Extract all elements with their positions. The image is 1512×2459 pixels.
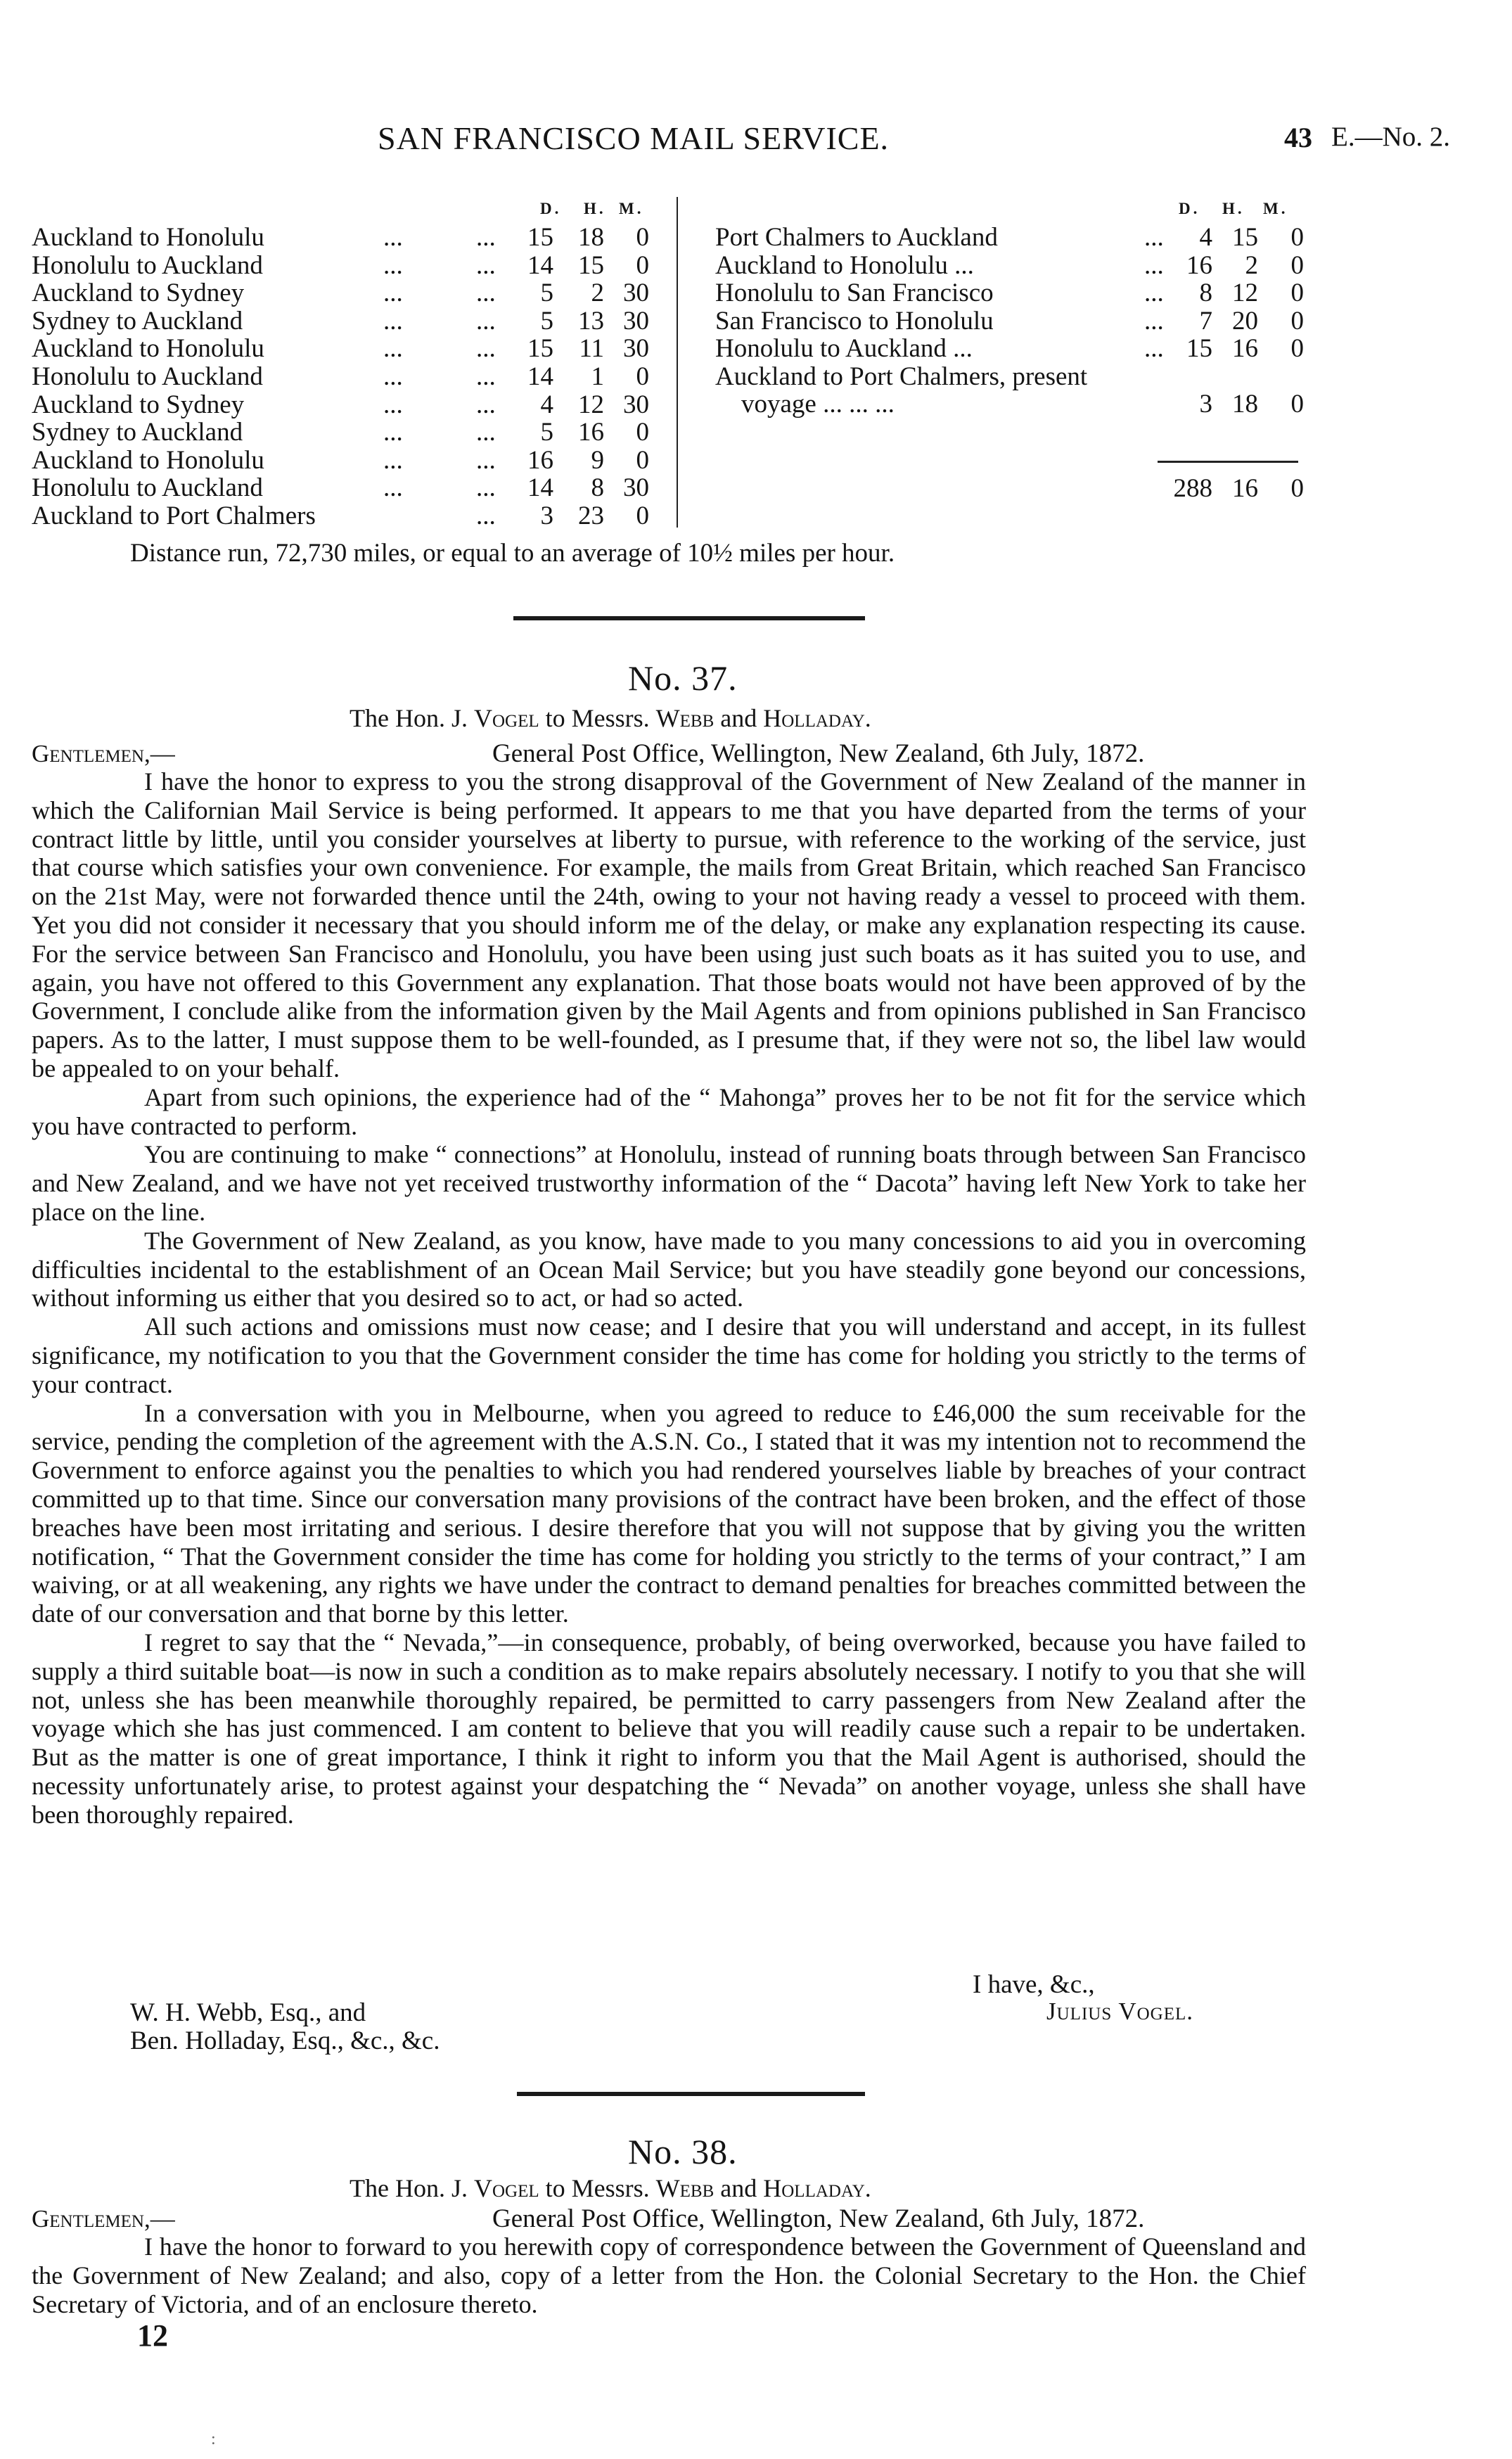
- hours-value: 9: [591, 445, 604, 475]
- minutes-value: 0: [636, 223, 649, 252]
- route-name: Honolulu to San Francisco: [715, 279, 994, 308]
- days-value: 15: [527, 334, 553, 364]
- hours-value: 18: [578, 223, 604, 252]
- left-col-header-days: D.: [540, 200, 562, 217]
- minutes-value: 0: [1290, 306, 1304, 336]
- page-number: 43: [1284, 122, 1312, 153]
- route-leader: ...: [476, 334, 496, 364]
- total-days: 288: [1173, 474, 1212, 503]
- hours-value: 15: [1232, 223, 1258, 252]
- minutes-value: 0: [1290, 390, 1304, 419]
- letter-38-number: No. 38.: [628, 2132, 738, 2171]
- total-row: [715, 475, 1348, 503]
- recipient-name: Holladay.: [763, 2174, 871, 2202]
- route-name: Auckland to Sydney: [32, 279, 245, 308]
- hours-value: 13: [578, 306, 604, 336]
- route-dots: ...: [383, 250, 403, 280]
- letter-37-dateline: General Post Office, Wellington, New Zealand, 6th July, 1872.: [492, 739, 1145, 768]
- subtitle-prefix: The Hon. J.: [350, 704, 474, 732]
- letter-38-body: [32, 2233, 1306, 2318]
- minutes-value: 30: [623, 473, 649, 503]
- route-dots: ...: [383, 390, 403, 419]
- voyage-row: [715, 279, 1348, 307]
- letter-37-closing: I have, &c.,: [973, 1970, 1095, 1999]
- table-column-divider: [677, 197, 678, 528]
- route-name: Auckland to Port Chalmers, present: [715, 362, 1088, 391]
- subtitle-and: and: [714, 704, 764, 732]
- days-value: 7: [1199, 306, 1212, 336]
- letter-38-salutation: Gentlemen,—: [32, 2205, 175, 2233]
- route-name: Auckland to Sydney: [32, 390, 245, 419]
- minutes-value: 0: [636, 445, 649, 475]
- days-value: 14: [527, 473, 553, 503]
- route-dots: ...: [383, 306, 403, 336]
- sender-name: Vogel: [473, 2174, 539, 2202]
- total-rule: [1158, 461, 1298, 463]
- route-name: Honolulu to Auckland ...: [715, 334, 973, 364]
- minutes-value: 30: [623, 306, 649, 336]
- voyage-row: [32, 335, 665, 363]
- route-dots: ...: [383, 418, 403, 447]
- route-name: Sydney to Auckland: [32, 418, 243, 447]
- route-name: Auckland to Port Chalmers: [32, 502, 316, 530]
- distance-note: Distance run, 72,730 miles, or equal to an average of 10½ miles per hour.: [130, 539, 895, 568]
- route-name: Port Chalmers to Auckland: [715, 223, 998, 252]
- hours-value: 11: [579, 334, 604, 364]
- sender-name: Vogel: [473, 704, 539, 732]
- letter-37-salutation: Gentlemen,—: [32, 740, 175, 767]
- route-leader: ...: [476, 445, 496, 475]
- letter-37-paragraph: You are continuing to make “ connections” at Honolulu, instead of running boats through between San Francisco and New Zealand, and we have not yet received trustworthy information of the “ Dacota” having left New York to take her place on the line.: [32, 1140, 1306, 1226]
- hours-value: 12: [1232, 279, 1258, 308]
- route-name: San Francisco to Honolulu: [715, 306, 994, 336]
- route-name: Honolulu to Auckland: [32, 250, 263, 280]
- route-leader: ...: [476, 223, 496, 252]
- minutes-value: 0: [1290, 250, 1304, 280]
- subtitle-and: and: [714, 2174, 764, 2202]
- minutes-value: 0: [1290, 223, 1304, 252]
- letter-38-paragraph: I have the honor to forward to you herewith copy of correspondence between the Government of Queensland and the Government of New Zealand; and also, copy of a letter from the Hon. the Colonial Secretary to the Hon. the Chief Secretary of Victoria, and of an enclosure thereto.: [32, 2233, 1306, 2318]
- recipient-name: Holladay.: [763, 704, 871, 732]
- minutes-value: 0: [636, 362, 649, 391]
- subtitle-mid: to Messrs.: [539, 2174, 656, 2202]
- voyage-row: [32, 391, 665, 419]
- hours-value: 8: [591, 473, 604, 503]
- letter-37-body: [32, 767, 1306, 1829]
- voyage-row: [32, 474, 665, 502]
- route-name: Auckland to Honolulu ...: [715, 250, 974, 280]
- route-name: Sydney to Auckland: [32, 306, 243, 336]
- hours-value: 2: [1245, 250, 1258, 280]
- voyage-row: [715, 252, 1348, 280]
- voyage-row: [715, 335, 1348, 363]
- letter-37-subtitle: [350, 703, 871, 733]
- days-value: 14: [527, 362, 553, 391]
- right-col-header-hours: H.: [1222, 200, 1245, 217]
- subtitle-prefix: The Hon. J.: [350, 2174, 474, 2202]
- letter-37-signature: Julius Vogel.: [1046, 1998, 1194, 2025]
- voyage-row: [32, 447, 665, 475]
- hours-value: 12: [578, 390, 604, 419]
- days-value: 5: [540, 279, 553, 308]
- hours-value: 16: [1232, 334, 1258, 364]
- route-leader: ...: [476, 250, 496, 280]
- left-col-header-minutes: M.: [619, 200, 644, 217]
- letter-37-paragraph: Apart from such opinions, the experience had of the “ Mahonga” proves her to be not fit for the service which you have contracted to perform.: [32, 1082, 1306, 1140]
- minutes-value: 0: [636, 502, 649, 530]
- route-dots: ...: [383, 362, 403, 391]
- days-value: 5: [540, 418, 553, 447]
- route-leader: ...: [1144, 334, 1164, 364]
- printer-signature-mark: 12: [137, 2318, 168, 2353]
- voyage-row: [32, 279, 665, 307]
- days-value: 3: [1199, 390, 1212, 419]
- letter-37-addressee-line1: W. H. Webb, Esq., and: [130, 1998, 366, 2027]
- hours-value: 20: [1232, 306, 1258, 336]
- route-leader: ...: [476, 502, 496, 530]
- days-value: 4: [1199, 223, 1212, 252]
- subtitle-mid: to Messrs.: [539, 704, 656, 732]
- voyage-row: [32, 252, 665, 280]
- total-hours: 16: [1232, 474, 1258, 503]
- route-dots: ...: [383, 445, 403, 475]
- section-divider-rule: [513, 616, 865, 620]
- page-header-title: SAN FRANCISCO MAIL SERVICE.: [378, 120, 890, 156]
- days-value: 8: [1199, 279, 1212, 308]
- days-value: 16: [1186, 250, 1212, 280]
- voyage-row: [32, 307, 665, 336]
- route-leader: ...: [476, 473, 496, 503]
- hours-value: 18: [1232, 390, 1258, 419]
- letter-38-subtitle: [350, 2173, 871, 2203]
- voyage-row: [32, 363, 665, 391]
- route-name: voyage ... ... ...: [741, 390, 895, 419]
- route-leader: ...: [476, 279, 496, 308]
- route-leader: ...: [1144, 279, 1164, 308]
- days-value: 15: [527, 223, 553, 252]
- right-col-header-days: D.: [1179, 200, 1200, 217]
- voyage-row: [32, 502, 665, 530]
- route-name: Honolulu to Auckland: [32, 362, 263, 391]
- minutes-value: 30: [623, 390, 649, 419]
- route-dots: ...: [383, 334, 403, 364]
- letter-37-number: No. 37.: [628, 658, 738, 698]
- right-row-last-line2: [715, 390, 1348, 419]
- section-divider-rule: [517, 2092, 865, 2096]
- recipient-name: Webb: [655, 2174, 715, 2202]
- route-leader: ...: [1144, 250, 1164, 280]
- letter-37-addressee-line2: Ben. Holladay, Esq., &c., &c.: [130, 2026, 440, 2055]
- days-value: 4: [540, 390, 553, 419]
- letter-37-paragraph: All such actions and omissions must now cease; and I desire that you will understand and accept, in its fullest significance, my notification to you that the Government consider the time has come for holding you strictly to the terms of your contract.: [32, 1312, 1306, 1398]
- route-dots: ...: [383, 279, 403, 308]
- total-minutes: 0: [1290, 474, 1304, 503]
- letter-37-paragraph: I regret to say that the “ Nevada,”—in consequence, probably, of being overworked, because you have failed to supply a third suitable boat—is now in such a condition as to make repairs absolutely necessary. I notify to you that she will not, unless she has been meanwhile thoroughly repaired, be permitted to carry passengers from New Zealand after the voyage which she has just commenced. I am content to believe that you will readily cause such a repair to be undertaken. But as the matter is one of great importance, I think it right to inform you that the Mail Agent is authorised, should the necessity unfortunately arise, to protest against your despatching the “ Nevada” on another voyage, unless she shall have been thoroughly repaired.: [32, 1628, 1306, 1829]
- recipient-name: Webb: [655, 704, 715, 732]
- route-name: Honolulu to Auckland: [32, 473, 263, 503]
- voyage-row: [32, 419, 665, 447]
- route-dots: ...: [383, 473, 403, 503]
- right-col-header-minutes: M.: [1263, 200, 1288, 217]
- voyage-row: [32, 224, 665, 252]
- route-name: Auckland to Honolulu: [32, 334, 264, 364]
- letter-38-dateline: General Post Office, Wellington, New Zealand, 6th July, 1872.: [492, 2204, 1145, 2233]
- route-name: Auckland to Honolulu: [32, 445, 264, 475]
- minutes-value: 30: [623, 334, 649, 364]
- route-dots: ...: [383, 223, 403, 252]
- letter-37-paragraph: The Government of New Zealand, as you know, have made to you many concessions to aid you in overcoming difficulties incidental to the establishment of an Ocean Mail Service; but you have steadily gone beyond our concessions, without informing us either that you desired so to act, or had so acted.: [32, 1226, 1306, 1312]
- minutes-value: 0: [636, 250, 649, 280]
- days-value: 15: [1186, 334, 1212, 364]
- route-leader: ...: [1144, 223, 1164, 252]
- right-row-last-line1: [715, 363, 1348, 391]
- voyage-row: [715, 224, 1348, 252]
- minutes-value: 0: [636, 418, 649, 447]
- route-leader: ...: [476, 362, 496, 391]
- days-value: 14: [527, 250, 553, 280]
- hours-value: 23: [578, 502, 604, 530]
- hours-value: 16: [578, 418, 604, 447]
- stray-mark: :: [211, 2430, 216, 2448]
- voyage-row: [715, 307, 1348, 336]
- left-col-header-hours: H.: [584, 200, 606, 217]
- minutes-value: 0: [1290, 279, 1304, 308]
- days-value: 3: [540, 502, 553, 530]
- hours-value: 1: [591, 362, 604, 391]
- document-reference: E.—No. 2.: [1331, 122, 1450, 152]
- route-leader: ...: [476, 418, 496, 447]
- letter-37-paragraph: In a conversation with you in Melbourne, when you agreed to reduce to £46,000 the sum receivable for the service, pending the completion of the agreement with the A.S.N. Co., I stated that it was my intention not to recommend the Government to enforce against you the penalties to which you had rendered yourselves liable by breaches of your contract committed up to that time. Since our conversation many provisions of the contract have been broken, and the effect of those breaches have been most irritating and serious. I desire therefore that you will not suppose that by giving you the written notification, “ That the Government consider the time has come for holding you strictly to the terms of your contract,” I am waiving, or at all weakening, any rights we have under the contract to demand penalties for breaches committed between the date of our conversation and that borne by this letter.: [32, 1398, 1306, 1628]
- hours-value: 15: [578, 250, 604, 280]
- letter-37-paragraph: I have the honor to express to you the strong disapproval of the Government of New Zealand of the manner in which the Californian Mail Service is being performed. It appears to me that you have departed from the terms of your contract little by little, until you consider yourselves at liberty to pursue, with reference to the working of the service, just that course which satisfies your own convenience. For example, the mails from Great Britain, which reached San Francisco on the 21st May, were not forwarded thence until the 24th, owing to your not having ready a vessel to proceed with them. Yet you did not consider it necessary that you should inform me of the delay, or make any explanation respecting its cause. For the service between San Francisco and Honolulu, you have been using just such boats as it has suited you to use, and again, you have not offered to this Government any explanation. That those boats would not have been approved of by the Government, I conclude alike from the information given by the Mail Agents and from opinions published in San Francisco papers. As to the latter, I must suppose them to be well-founded, as I presume that, if they were not so, the libel law would be appealed to on your behalf.: [32, 767, 1306, 1082]
- days-value: 16: [527, 445, 553, 475]
- route-name: Auckland to Honolulu: [32, 223, 264, 252]
- route-leader: ...: [1144, 306, 1164, 336]
- minutes-value: 0: [1290, 334, 1304, 364]
- days-value: 5: [540, 306, 553, 336]
- route-leader: ...: [476, 306, 496, 336]
- hours-value: 2: [591, 279, 604, 308]
- minutes-value: 30: [623, 279, 649, 308]
- route-leader: ...: [476, 390, 496, 419]
